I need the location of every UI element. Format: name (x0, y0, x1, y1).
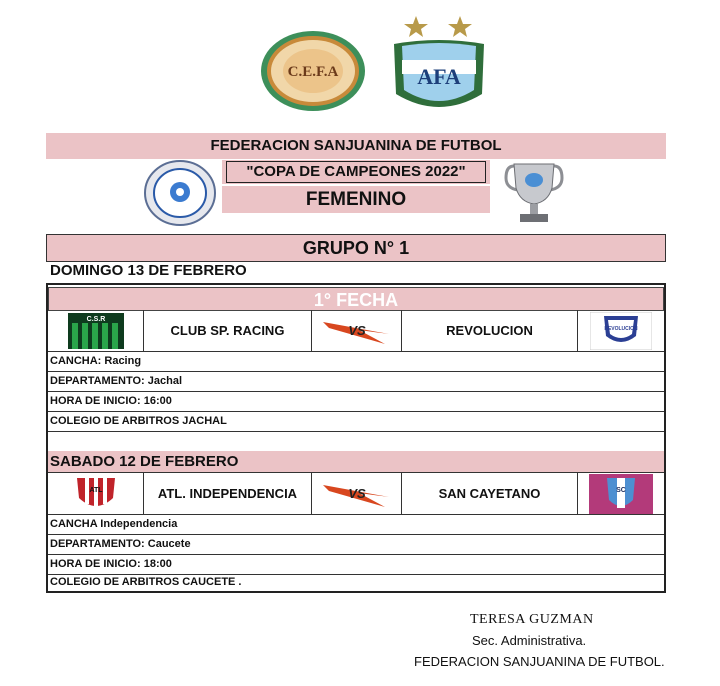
match2-home: ATL. INDEPENDENCIA (144, 473, 312, 514)
racing-badge-icon (68, 313, 124, 349)
match2-date: SABADO 12 DE FEBRERO (48, 451, 664, 473)
match1-row (48, 310, 664, 352)
federacion-title: FEDERACION SANJUANINA DE FUTBOL (46, 133, 666, 159)
spacer-row (48, 432, 664, 452)
independencia-badge-cell (48, 473, 144, 514)
svg-text:REVOLUCION: REVOLUCION (604, 325, 638, 332)
racing-badge-cell (48, 310, 144, 351)
grupo-title: GRUPO N° 1 (46, 234, 666, 262)
match2-vs-icon (312, 473, 402, 514)
match2-away: SAN CAYETANO (402, 473, 578, 514)
match1-home: CLUB SP. RACING (144, 310, 312, 351)
cefa-logo (258, 28, 368, 114)
match1-date: DOMINGO 13 DE FEBRERO (50, 262, 247, 279)
match1-cancha: CANCHA: Racing (48, 352, 664, 372)
svg-text:ATL: ATL (88, 486, 103, 494)
match2-hora: HORA DE INICIO: 18:00 (48, 555, 664, 575)
independencia-badge-icon (73, 476, 119, 512)
match1-away: REVOLUCION (402, 310, 578, 351)
match2-cancha: CANCHA Independencia (48, 515, 664, 535)
signature-org: FEDERACION SANJUANINA DE FUTBOL. (414, 654, 665, 669)
svg-text:VS: VS (347, 322, 366, 338)
sancayetano-badge-cell (578, 473, 664, 514)
sancayetano-badge-icon (589, 474, 653, 514)
svg-text:C.E.F.A: C.E.F.A (287, 64, 339, 80)
svg-text:C.S.R: C.S.R (86, 315, 105, 323)
match1-departamento: DEPARTAMENTO: Jachal (48, 372, 664, 392)
svg-text:AFA: AFA (417, 64, 461, 89)
copa-title (222, 160, 490, 184)
match2-row (48, 473, 664, 515)
categoria-title: FEMENINO (222, 186, 490, 213)
svg-text:VS: VS (347, 485, 366, 501)
fixture-table (46, 283, 666, 593)
match2-departamento: DEPARTAMENTO: Caucete (48, 535, 664, 555)
revolucion-badge-cell (578, 310, 664, 351)
revolucion-badge-icon (590, 312, 652, 350)
match2-arbitros: COLEGIO DE ARBITROS CAUCETE . (50, 576, 242, 588)
fsj-logo (144, 160, 216, 226)
copa-label: "COPA DE CAMPEONES 2022" (246, 163, 466, 180)
svg-text:SC: SC (616, 486, 626, 494)
trophy-icon (500, 158, 568, 228)
match1-vs-icon (312, 310, 402, 351)
match1-hora: HORA DE INICIO: 16:00 (48, 392, 664, 412)
fecha-header: 1° FECHA (48, 287, 664, 311)
signature-name: TERESA GUZMAN (470, 612, 594, 627)
match1-arbitros: COLEGIO DE ARBITROS JACHAL (48, 412, 664, 432)
signature-role: Sec. Administrativa. (472, 633, 587, 648)
afa-logo (384, 14, 494, 120)
